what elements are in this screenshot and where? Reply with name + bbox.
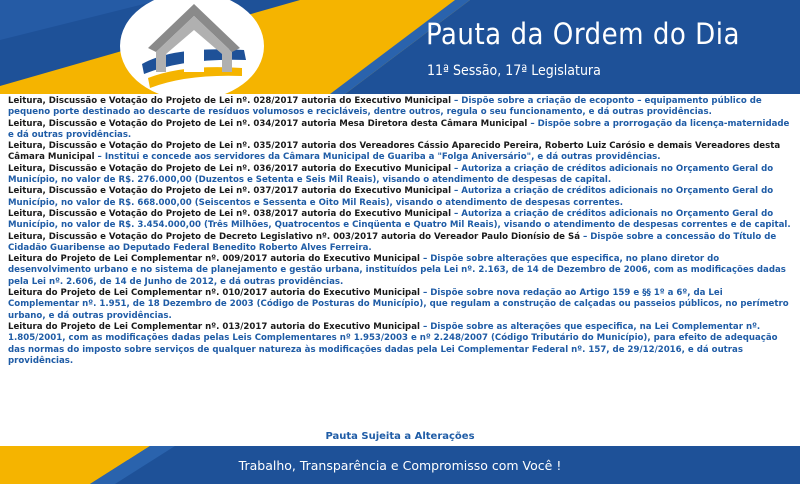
chamber-logo-icon [134, 2, 252, 90]
agenda-item-description: – Autoriza a criação de créditos adicionais no Orçamento Geral do Município, no valor de R$. 668.000,00 (Seiscentos e Sessenta e Oito Mil Reais), visando o atendimento de despesas correntes. [8, 186, 774, 208]
agenda-item-description: – Dispõe sobre a concessão do Título de Cidadão Guaribense ao Deputado Federal Benedito Roberto Alves Ferreira. [8, 231, 777, 253]
agenda-item-description: – Dispõe sobre a criação de ecoponto – equipamento público de pequeno porte destinado ao descarte de resíduos volumosos e recicláveis, dentre outros, regula o seu funcionamento, e dá outras providências. [8, 96, 762, 118]
agenda-item [8, 209, 794, 232]
agenda-item-description: – Autoriza a criação de créditos adicionais no Orçamento Geral do Município, no valor de R$. 3.454.000,00 (Três Milhões, Quatrocentos e Cinqüenta e Quatro Mil Reais), visando o atendimento de despesas correntes e de capital. [8, 208, 791, 231]
agenda-item-description: – Institui e concede aos servidores da Câmara Municipal de Guariba a "Folga Aniversário", e dá outras providências. [94, 152, 661, 163]
agenda-item-lead: Leitura, Discussão e Votação do Projeto de Lei nº. 028/2017 autoria do Executivo Municipal [8, 96, 452, 106]
agenda-item-lead: Leitura, Discussão e Votação do Projeto de Lei nº. 034/2017 autoria Mesa Diretora desta Câmara Municipal [8, 118, 528, 129]
agenda-item-lead: Leitura, Discussão e Votação do Projeto de Lei nº. 035/2017 autoria dos Vereadores Cássio Aparecido Pereira, Roberto Luiz Carósio e demais Vereadores desta Câmara Municipal [8, 141, 781, 163]
agenda-item-lead: Leitura do Projeto de Lei Complementar nº. 013/2017 autoria do Executivo Municipal [8, 321, 420, 332]
page-title: Pauta da Ordem do Dia [426, 17, 740, 51]
agenda-item [8, 119, 794, 142]
agenda-item-lead: Leitura do Projeto de Lei Complementar nº. 009/2017 autoria do Executivo Municipal [8, 254, 420, 265]
agenda-item [8, 232, 794, 255]
agenda-item [8, 322, 794, 367]
agenda-note: Pauta Sujeita a Alterações [325, 431, 475, 442]
agenda-item-description: – Dispõe sobre nova redação ao Artigo 159 e §§ 1º a 6º, da Lei Complementar nº. 1.951, de 18 Dezembro de 2003 (Código de Posturas do Município), que regulam a construção de calçadas ou passeios públicos, no perímetro urbano, e dá outras providências. [8, 288, 789, 321]
agenda-item-lead: Leitura, Discussão e Votação do Projeto de Lei nº. 036/2017 autoria do Executivo Municipal [8, 163, 452, 174]
footer-banner [0, 446, 800, 484]
session-subtitle: 11ª Sessão, 17ª Legislatura [427, 63, 601, 79]
agenda-item [8, 96, 794, 119]
agenda-item-lead: Leitura do Projeto de Lei Complementar nº. 010/2017 autoria do Executivo Municipal [8, 288, 420, 299]
agenda-item [8, 186, 794, 209]
agenda-item-description: – Dispõe sobre as alterações que especifica, na Lei Complementar nº. 1.805/2001, com as modificações dadas pelas Leis Complementares nº 1.953/2003 e nº 2.248/2007 (Código Tributário do Município), para efeito de adequação das normas do imposto sobre serviços de qualquer natureza às modificações dadas pela Lei Complementar Federal nº. 157, de 29/12/2016, e dá outras providências. [8, 321, 778, 366]
agenda-item-description: – Autoriza a criação de créditos adicionais no Orçamento Geral do Município, no valor de R$. 276.000,00 (Duzentos e Setenta e Seis Mil Reais), visando o atendimento de despesas de capital. [8, 163, 774, 186]
agenda-item [8, 288, 794, 322]
agenda-item [8, 141, 794, 164]
header-banner [0, 0, 800, 94]
agenda-item-lead: Leitura, Discussão e Votação do Projeto de Decreto Legislativo nº. 003/2017 autoria do Vereador Paulo Dionísio de Sá [8, 231, 580, 242]
agenda-item [8, 254, 794, 288]
agenda-item-description: – Dispõe sobre a prorrogação da licença-maternidade e dá outras providências. [8, 118, 790, 140]
agenda-item-description: – Dispõe sobre alterações que especifica, no plano diretor do desenvolvimento urbano e no sistema de planejamento e gestão urbana, instituídos pela Lei nº. 2.163, de 14 de Dezembro de 2006, com as modificações dadas pela Lei nº. 2.606, de 14 de Junho de 2012, e dá outras providências. [8, 254, 786, 287]
footer-slogan: Trabalho, Transparência e Compromisso com Você ! [238, 458, 562, 473]
agenda-list [8, 96, 794, 367]
agenda-item [8, 164, 794, 187]
agenda-item-lead: Leitura, Discussão e Votação do Projeto de Lei nº. 038/2017 autoria do Executivo Municipal [8, 208, 452, 219]
agenda-item-lead: Leitura, Discussão e Votação do Projeto de Lei nº. 037/2017 autoria do Executivo Municipal [8, 186, 452, 197]
